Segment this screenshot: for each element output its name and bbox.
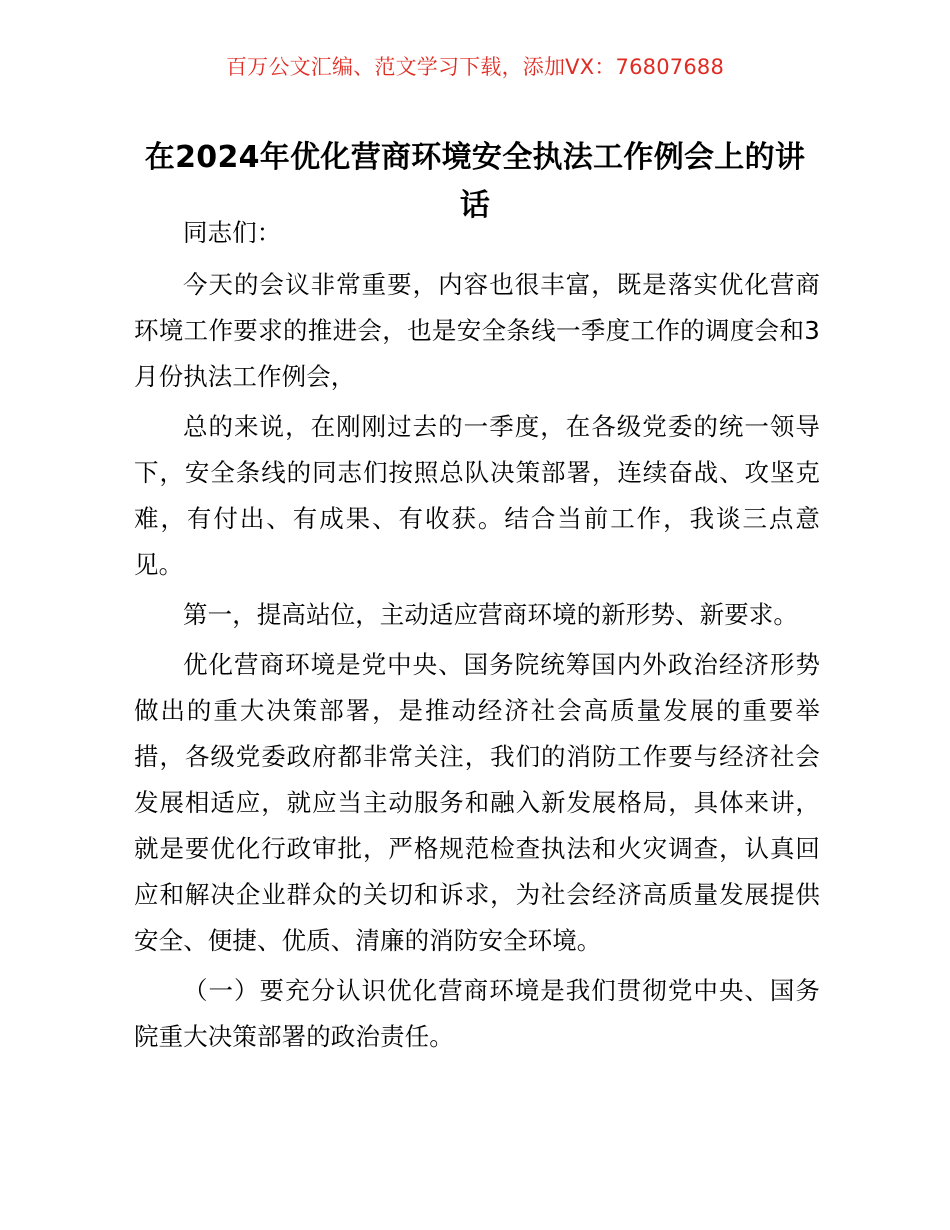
paragraph-sub-item-one: （一）要充分认识优化营商环境是我们贯彻党中央、国务院重大决策部署的政治责任。: [134, 976, 820, 1051]
paragraph-summary: 总的来说，在刚刚过去的一季度，在各级党委的统一领导下，安全条线的同志们按照总队决策部署，连续奋战、攻坚克难，有付出、有成果、有收获。结合当前工作，我谈三点意见。: [134, 412, 820, 579]
paragraph-salutation: 同志们：: [183, 218, 282, 247]
promo-watermark-header: 百万公文汇编、范文学习下载，添加VX：76807688: [225, 55, 725, 79]
page-title: 在2024年优化营商环境安全执法工作例会上的讲话: [144, 140, 806, 224]
paragraph-point-one-body: 优化营商环境是党中央、国务院统筹国内外政治经济形势做出的重大决策部署，是推动经济社会高质量发展的重要举措，各级党委政府都非常关注，我们的消防工作要与经济社会发展相适应，就应当主动服务和融入新发展格局，具体来讲，就是要优化行政审批，严格规范检查执法和火灾调查，认真回应和解决企业群众的关切和诉求，为社会经济高质量发展提供安全、便捷、优质、清廉的消防安全环境。: [134, 650, 820, 955]
document-body: [134, 210, 820, 1064]
paragraph-opening: 今天的会议非常重要，内容也很丰富，既是落实优化营商环境工作要求的推进会，也是安全条线一季度工作的调度会和3月份执法工作例会，: [134, 270, 820, 391]
paragraph-point-one-heading: 第一，提高站位，主动适应营商环境的新形势、新要求。: [183, 600, 798, 629]
